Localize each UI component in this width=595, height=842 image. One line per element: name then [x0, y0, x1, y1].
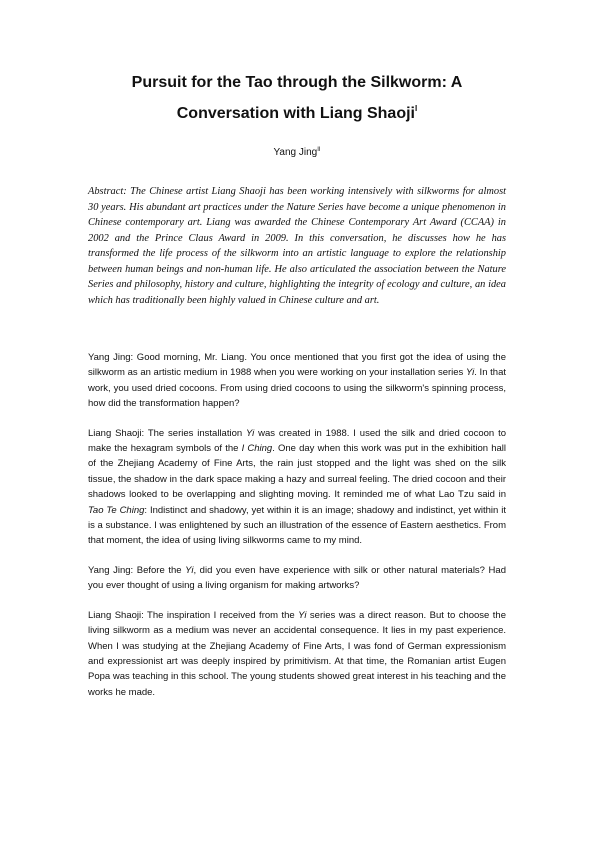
paragraph-1-text-a: Yang Jing: Good morning, Mr. Liang. You once mentioned that you first got the idea of using the silkworm as an artistic medium in 1988 when you were working on your installation series: [88, 352, 506, 379]
abstract: Abstract: The Chinese artist Liang Shaoji has been working intensively with silkworms for almost 30 years. His abundant art practices under the Nature Series have become a unique phenomenon in Chinese contemporary art. Liang was awarded the Chinese Contemporary Art Award (CCAA) in 2002 and the Prince Claus Award in 2009. In this conversation, he discusses how he has transformed the life process of the silkworm into an artistic language to explore the relationship between human beings and non-human life. He also articulated the association between the Nature Series and philosophy, history and culture, highlighting the integrity of ecology and culture, an idea which has traditionally been highly valued in Chinese culture and art.: [88, 186, 506, 306]
paragraph-2-text-c: was created in 1988. I used the silk and dried cocoon to make the hexagram symbols of the: [88, 427, 506, 455]
author-name: Yang Jing: [273, 147, 318, 158]
title-footnote-marker[interactable]: I: [415, 104, 418, 113]
paper-title: [88, 70, 506, 127]
paragraph-2: [88, 426, 506, 549]
paragraph-2-italic-i-ching: I Ching: [241, 443, 273, 455]
paragraph-2-italic-tao-te-ching: Tao Te Ching: [88, 504, 145, 516]
paragraph-3-italic-yi: Yi: [185, 564, 194, 576]
paragraph-4-text-c: series was a direct reason. But to choose the living silkworm as a medium was never an accidental consequence. It lies in my past experience. When I was studying at the Zhejiang Academy of Fine Arts, I was fond of German expressionism and expressionist art was deeply inspired by primitivism. At that time, the Romanian artist Eugen Popa was teaching in this school. The young students showed great interest in his teaching and the works he made.: [88, 609, 506, 698]
paragraph-4-text-a: Liang Shaoji: The inspiration I received from the: [88, 609, 299, 621]
author-footnote-marker[interactable]: II: [317, 147, 321, 153]
document-page: [88, 70, 506, 714]
paragraph-1-text-c: . In that work, you used dried cocoons. From using dried cocoons to using the silkworm's spinning process, how did the transformation happen?: [88, 367, 506, 410]
paragraph-1-italic-yi: Yi: [465, 367, 475, 379]
title-line-2: Conversation with Liang Shaoji: [176, 105, 415, 122]
paragraph-2-text-a: Liang Shaoji: The series installation: [88, 427, 246, 439]
title-line-1: Pursuit for the Tao through the Silkworm: A: [131, 74, 463, 91]
paragraph-4-italic-yi: Yi: [298, 609, 307, 621]
paragraph-2-text-e: . One day when this work was put in the exhibition hall of the Zhejiang Academy of Fine Arts, the rain just stopped and the light was shed on the silk tissue, the shadow in the dark space making a hazy and surreal feeling. The dried cocoon and their shadows looked to be overlapping and slighting moving. It reminded me of what Lao Tzu said in: [88, 443, 506, 501]
paragraph-2-text-g: : Indistinct and shadowy, yet within it is an image; shadowy and indistinct, yet within it is a substance. I was enlightened by such an illustration of the essence of Eastern aesthetics. From that moment, the idea of using living silkworms came to my mind.: [88, 504, 506, 547]
paragraph-3-text-c: , did you even have experience with silk or other natural materials? Had you ever thought of using a living organism for making artworks?: [88, 564, 506, 592]
paragraph-4: [88, 608, 506, 700]
author-line: [88, 147, 506, 158]
paragraph-3-text-a: Yang Jing: Before the: [88, 564, 186, 576]
paragraph-2-italic-yi: Yi: [246, 427, 255, 439]
paragraph-1: [88, 350, 506, 412]
paragraph-3: [88, 563, 506, 594]
